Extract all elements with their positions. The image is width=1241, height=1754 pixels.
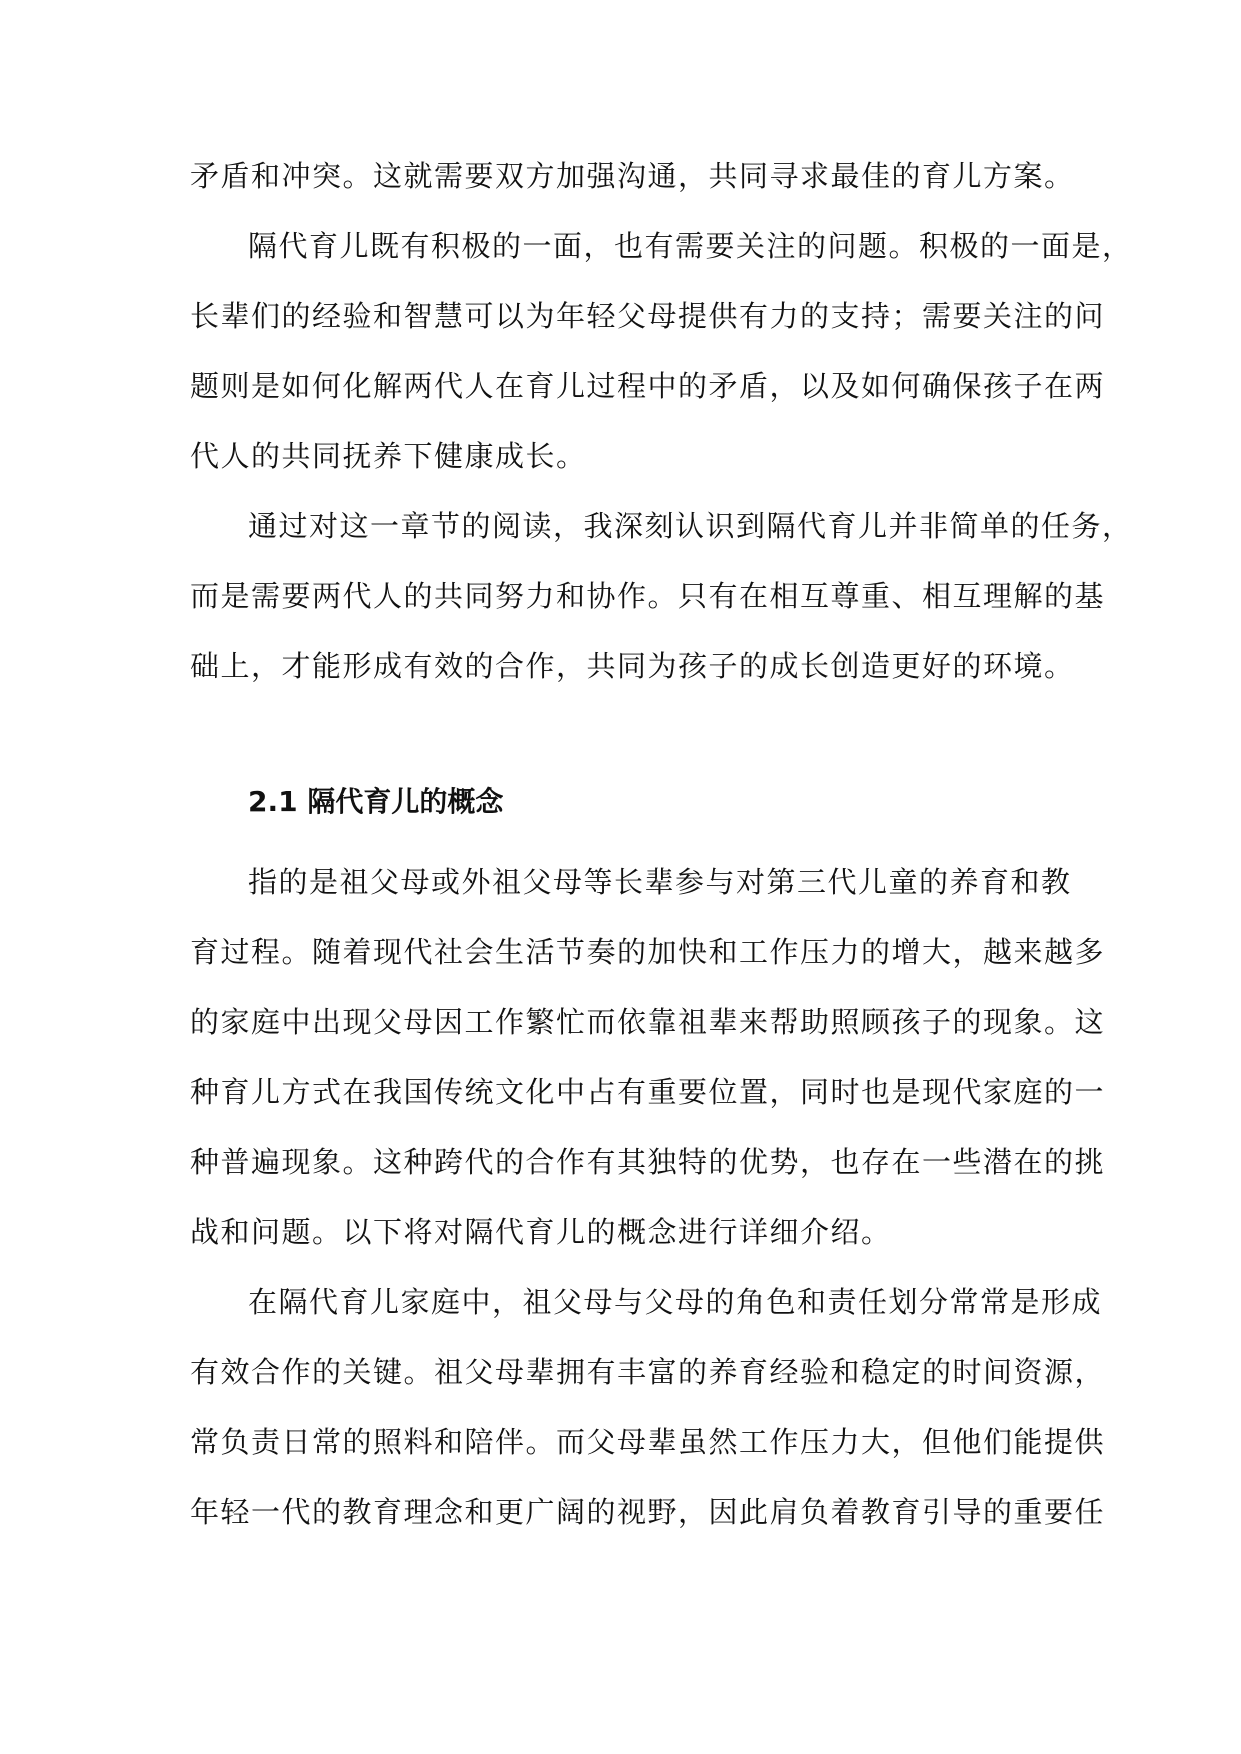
paragraph-1-line-1: 矛盾和冲突。这就需要双方加强沟通，共同寻求最佳的育儿方案。 [190, 159, 1075, 193]
paragraph-2-line-4: 代人的共同抚养下健康成长。 [190, 439, 587, 473]
paragraph-4-line-4: 种育儿方式在我国传统文化中占有重要位置，同时也是现代家庭的一 [190, 1075, 1106, 1109]
paragraph-3-line-2: 而是需要两代人的共同努力和协作。只有在相互尊重、相互理解的基 [190, 579, 1106, 613]
section-heading: 2.1 隔代育儿的概念 [248, 785, 504, 818]
paragraph-4-line-2: 育过程。随着现代社会生活节奏的加快和工作压力的增大，越来越多 [190, 935, 1106, 969]
paragraph-5-line-2: 有效合作的关键。祖父母辈拥有丰富的养育经验和稳定的时间资源， [190, 1355, 1106, 1389]
paragraph-5-line-4: 年轻一代的教育理念和更广阔的视野，因此肩负着教育引导的重要任 [190, 1495, 1106, 1529]
paragraph-3-line-3: 础上，才能形成有效的合作，共同为孩子的成长创造更好的环境。 [190, 649, 1075, 683]
paragraph-5-line-1: 在隔代育儿家庭中，祖父母与父母的角色和责任划分常常是形成 [248, 1285, 1103, 1319]
paragraph-2-line-1: 隔代育儿既有积极的一面，也有需要关注的问题。积极的一面是， [248, 229, 1133, 263]
paragraph-4-line-6: 战和问题。以下将对隔代育儿的概念进行详细介绍。 [190, 1215, 892, 1249]
paragraph-2-line-3: 题则是如何化解两代人在育儿过程中的矛盾，以及如何确保孩子在两 [190, 369, 1106, 403]
paragraph-4-line-1: 指的是祖父母或外祖父母等长辈参与对第三代儿童的养育和教 [248, 865, 1072, 899]
paragraph-4-line-5: 种普遍现象。这种跨代的合作有其独特的优势，也存在一些潜在的挑 [190, 1145, 1106, 1179]
paragraph-4-line-3: 的家庭中出现父母因工作繁忙而依靠祖辈来帮助照顾孩子的现象。这 [190, 1005, 1106, 1039]
paragraph-2-line-2: 长辈们的经验和智慧可以为年轻父母提供有力的支持；需要关注的问 [190, 299, 1106, 333]
paragraph-3-line-1: 通过对这一章节的阅读，我深刻认识到隔代育儿并非简单的任务， [248, 509, 1133, 543]
paragraph-5-line-3: 常负责日常的照料和陪伴。而父母辈虽然工作压力大，但他们能提供 [190, 1425, 1106, 1459]
